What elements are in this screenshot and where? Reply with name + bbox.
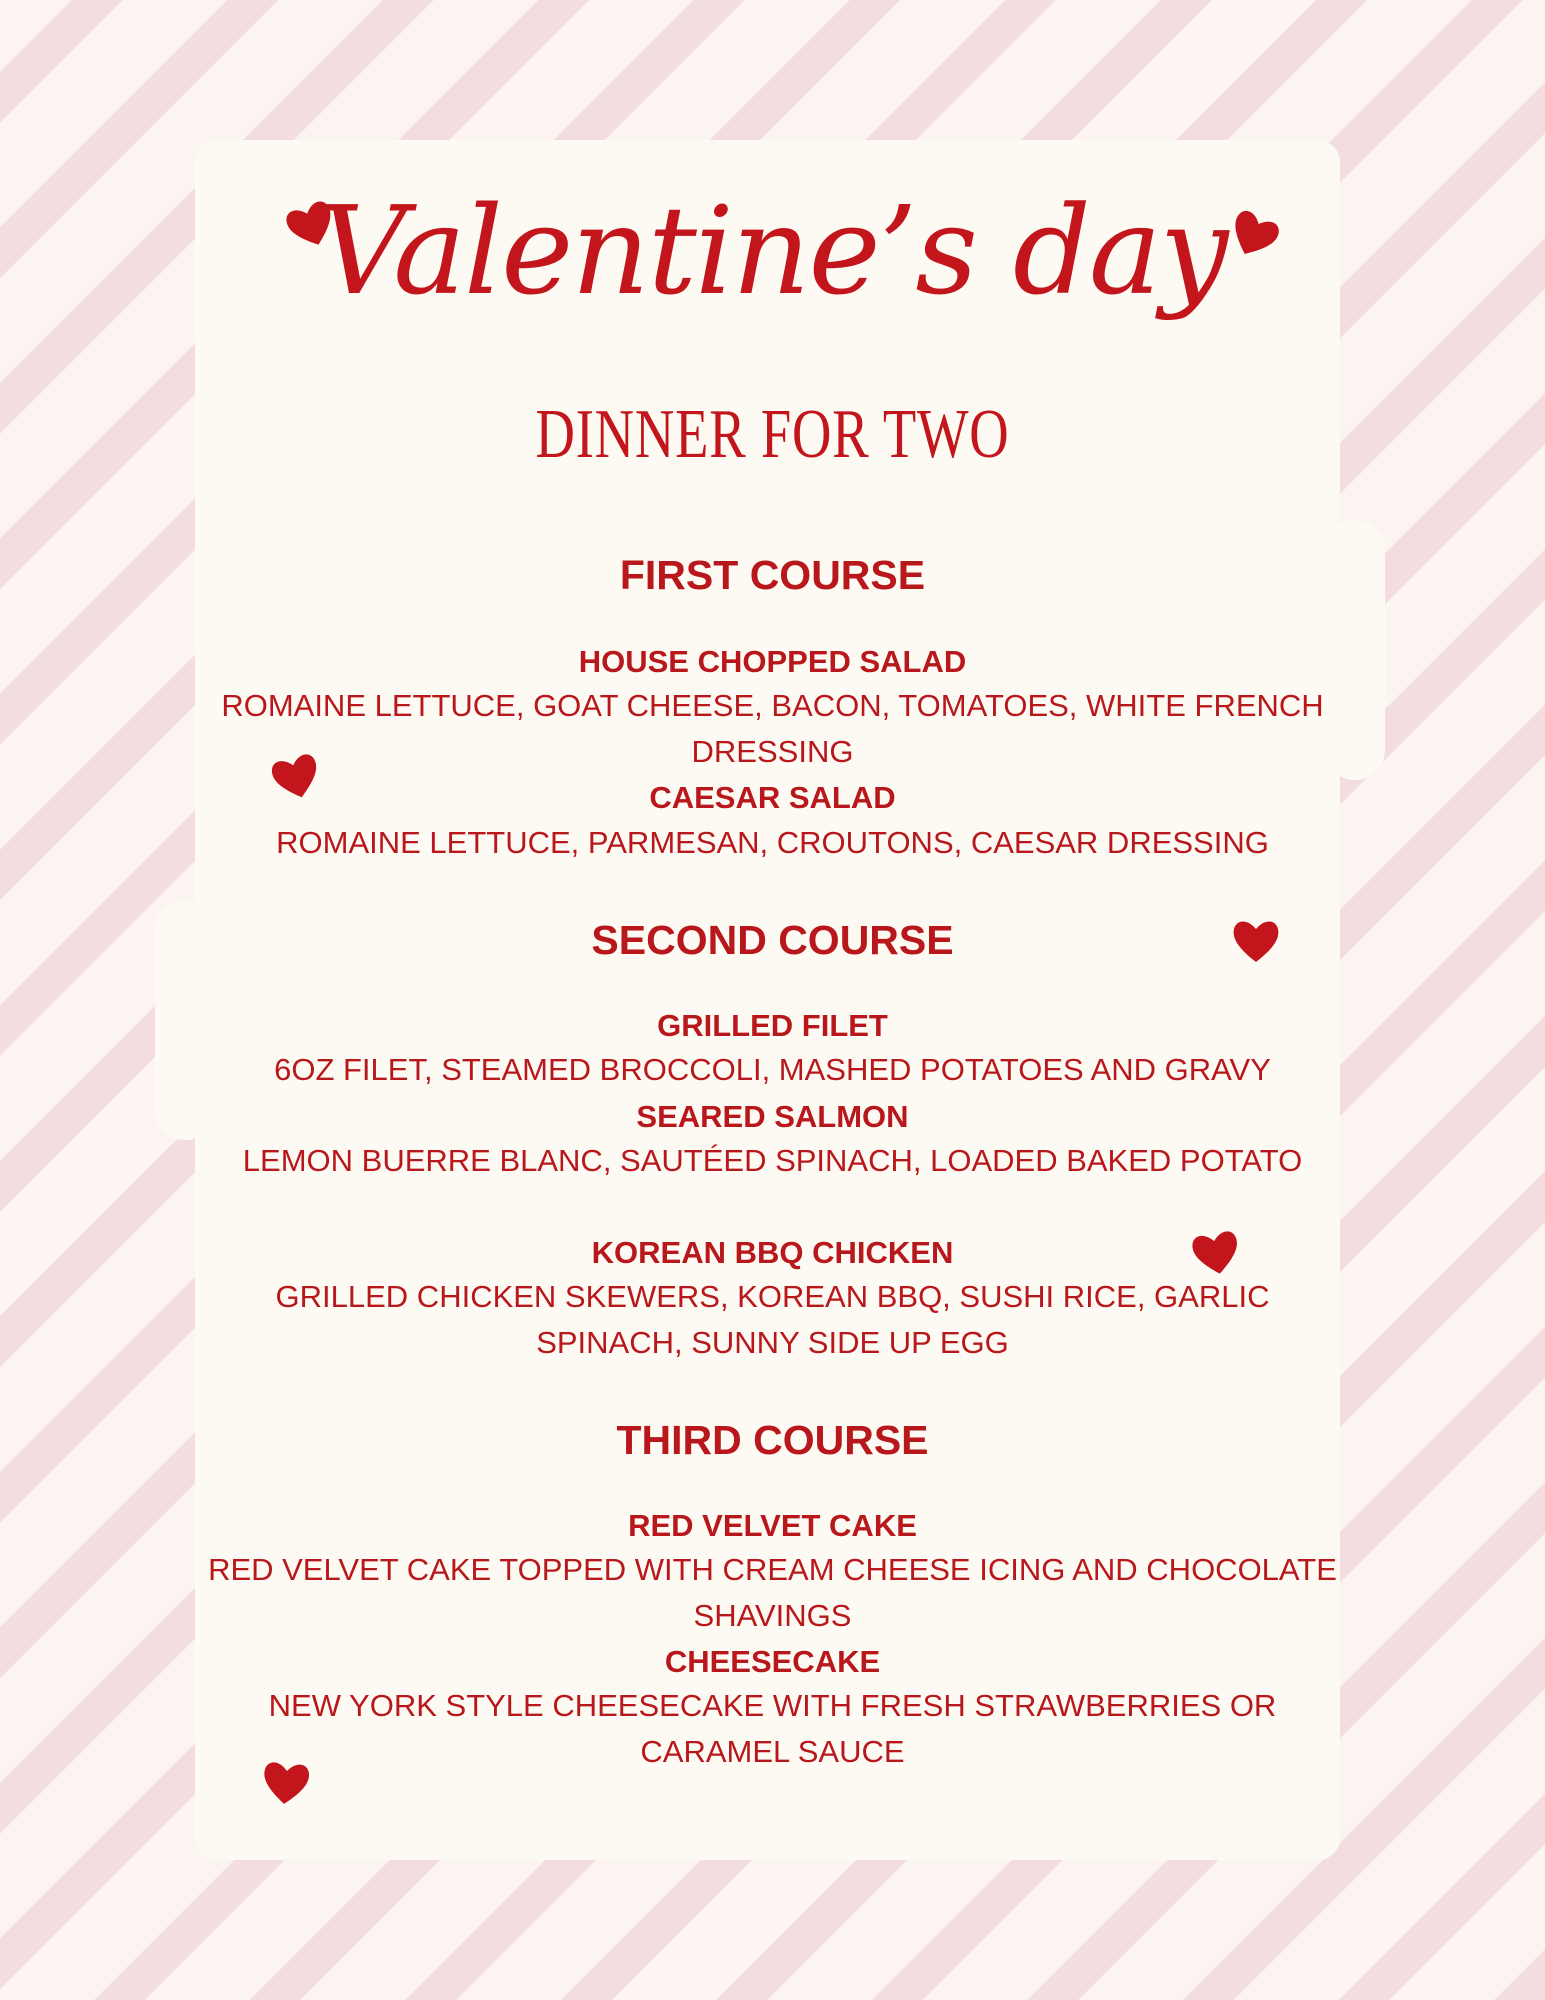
menu-item-name: HOUSE CHOPPED SALAD [578, 644, 967, 679]
menu-item-description: LEMON BUERRE BLANC, SAUTÉED SPINACH, LOADED BAKED POTATO [242, 1143, 1303, 1178]
page-title: Valentine’s day [318, 180, 1227, 322]
menu-item-name: RED VELVET CAKE [628, 1508, 917, 1543]
menu-item-description: 6OZ FILET, STEAMED BROCCOLI, MASHED POTATOES AND GRAVY [274, 1052, 1271, 1087]
menu-item-description: ROMAINE LETTUCE, PARMESAN, CROUTONS, CAESAR DRESSING [276, 825, 1269, 860]
menu-item-name: CHEESECAKE [664, 1644, 881, 1679]
menu-item-name: KOREAN BBQ CHICKEN [591, 1235, 954, 1270]
menu-item-name: GRILLED FILET [657, 1008, 888, 1043]
menu-item-description: RED VELVET CAKE TOPPED WITH CREAM CHEESE ICING AND CHOCOLATE SHAVINGS [208, 1552, 1337, 1633]
course-title-third: THIRD COURSE [616, 1417, 929, 1463]
course-title-first: FIRST COURSE [619, 552, 926, 598]
menu-item-description: ROMAINE LETTUCE, GOAT CHEESE, BACON, TOMATOES, WHITE FRENCH DRESSING [221, 688, 1324, 769]
menu-item-name: SEARED SALMON [636, 1099, 909, 1134]
menu-item-name: CAESAR SALAD [649, 780, 896, 815]
menu-item-description: GRILLED CHICKEN SKEWERS, KOREAN BBQ, SUSHI RICE, GARLIC SPINACH, SUNNY SIDE UP EGG [275, 1279, 1270, 1360]
menu-item-description: NEW YORK STYLE CHEESECAKE WITH FRESH STRAWBERRIES OR CARAMEL SAUCE [268, 1688, 1277, 1769]
course-title-second: SECOND COURSE [591, 917, 954, 963]
page-subtitle: DINNER FOR TWO [535, 396, 1010, 473]
